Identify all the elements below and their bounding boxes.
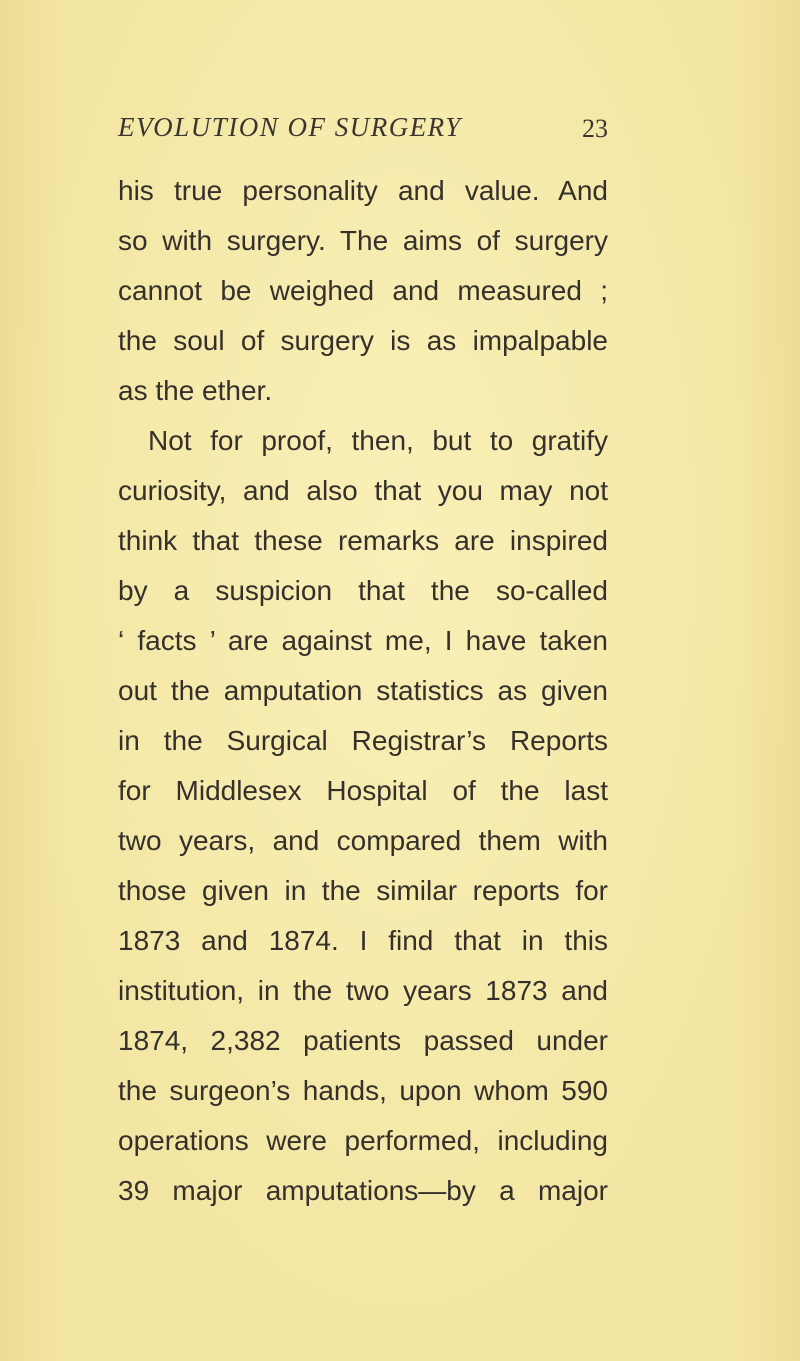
text-line: in the Surgical Registrar’s Reports [118,725,608,756]
text-line: think that these remarks are inspired [118,525,608,556]
text-line: out the amputation statistics as given [118,675,608,706]
text-line: two years, and compared them with [118,825,608,856]
text-line: the soul of surgery is as impalpable [118,325,608,356]
text-line: by a suspicion that the so-called [118,575,608,606]
text-line: curiosity, and also that you may not [118,475,608,506]
text-line: operations were performed, including [118,1125,608,1156]
text-line: his true personality and value. And [118,175,608,206]
text-line: 1873 and 1874. I find that in this [118,925,608,956]
running-head [118,112,608,152]
text-line: so with surgery. The aims of surgery [118,225,608,256]
text-line: cannot be weighed and measured ; [118,275,608,306]
text-line: those given in the similar reports for [118,875,608,906]
body-text [118,166,608,1216]
text-line: 1874, 2,382 patients passed under [118,1025,608,1056]
text-line: ‘ facts ’ are against me, I have taken [118,625,608,656]
text-line: for Middlesex Hospital of the last [118,775,608,806]
text-line: the surgeon’s hands, upon whom 590 [118,1075,608,1106]
text-line: 39 major amputations—by a major [118,1175,608,1206]
text-line: as the ether. [118,375,273,406]
text-line: institution, in the two years 1873 and [118,975,608,1006]
page-number: 23 [582,114,608,143]
text-line: Not for proof, then, but to gratify [148,425,608,456]
running-head-title: EVOLUTION OF SURGERY [118,112,462,142]
